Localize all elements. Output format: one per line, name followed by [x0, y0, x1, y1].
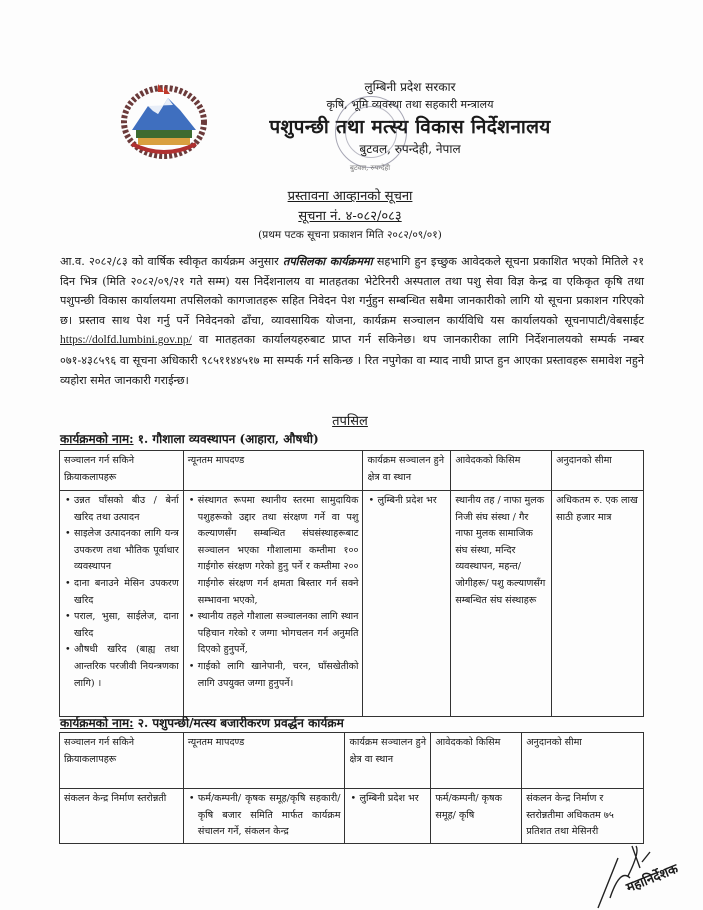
- notice-number: सूचना नं. ४-०८२/०८३: [298, 209, 402, 224]
- header-area: कार्यक्रम सञ्चालन हुने क्षेत्र वा स्थान: [363, 451, 451, 491]
- area-cell: [345, 789, 431, 844]
- header-criteria: न्यूनतम मापदण्ड: [183, 451, 363, 491]
- header-applicant: आवेदकको किसिम: [451, 451, 552, 491]
- ministry-name: कृषि, भूमि व्यवस्था तथा सहकारी मन्त्रालय: [326, 98, 494, 111]
- list-item: • दाना बनाउने मेसिन उपकरण खरिद: [74, 576, 179, 609]
- list-item: • साइलेज उत्पादनका लागि यन्त्र उपकरण तथा भौतिक पूर्वाधार व्यवस्थापन: [74, 526, 179, 576]
- header-activities: सञ्चालन गर्न सकिने क्रियाकलापहरू: [60, 451, 184, 491]
- signatory-title: महानिर्देशक: [624, 861, 681, 896]
- table-header-row: [60, 733, 644, 789]
- list-item: • लुम्बिनी प्रदेश भर: [359, 791, 426, 808]
- applicant-cell: फर्म/कम्पनी/ कृषक समूह/ कृषि: [431, 789, 522, 844]
- office-address: बुटवल, रुपन्देही, नेपाल: [359, 142, 461, 156]
- list-item: • पराल, भुसा, साईलेज, दाना खरिद: [74, 609, 179, 642]
- criteria-cell: [183, 491, 363, 717]
- header-activities: सञ्चालन गर्न सकिने क्रियाकलापहरू: [60, 733, 184, 789]
- list-item: • स्थानीय तहले गौशाला सञ्चालनका लागि स्थान पहिचान गरेको र जग्गा भोगचलन गर्न अनुमति दिएको हुनुपर्ने,: [198, 609, 359, 659]
- program-2-table: [59, 732, 644, 844]
- criteria-cell: [183, 789, 345, 844]
- limit-cell: अधिकतम रु. एक लाख साठी हजार मात्र: [552, 491, 644, 717]
- header-limit: अनुदानको सीमा: [522, 733, 644, 789]
- header-applicant: आवेदकको किसिम: [431, 733, 522, 789]
- list-item: • गाईको लागि खानेपानी, चरन, घाँसखेतीको लागि उपयुक्त जग्गा हुनुपर्ने।: [198, 659, 359, 692]
- body-emphasis: तपसिलका कार्यक्रममा: [282, 254, 373, 268]
- activities-cell: [60, 491, 184, 717]
- notice-body: [60, 252, 644, 390]
- header-limit: अनुदानको सीमा: [552, 451, 644, 491]
- body-text-1: आ.व. २०८२/८३ को वार्षिक स्वीकृत कार्यक्रम अनुसार: [60, 255, 283, 268]
- office-seal-inner: [345, 106, 397, 158]
- program-title: २. पशुपन्छी/मत्स्य बजारीकरण प्रवर्द्धन कार्यक्रम: [133, 716, 344, 730]
- publication-date: (प्रथम पटक सूचना प्रकाशन मिति २०८२/०९/०१): [258, 229, 442, 241]
- body-text-3: वा मातहतका कार्यालयहरुबाट प्राप्त गर्न सकिनेछ। थप जानकारीका लागि निर्देशनालयको सम्पर्क नम्बर ०७१-४३८५९६ वा सूचना अधिकारी ९८५११४४५१७ मा सम्पर्क गर्न सकिन्छ । रित नपुगेका वा म्याद नाघी प्राप्त हुन आएका प्रस्तावहरू समावेश नहुने व्यहोरा समेत जानकारी गराईन्छ।: [60, 333, 644, 387]
- table-row: [60, 491, 644, 717]
- website-link[interactable]: https://dolfd.lumbini.gov.np/: [60, 334, 192, 347]
- list-item: • औषधी खरिद (बाह्य तथा आन्तरिक परजीवी नियन्त्रणका लागि) ।: [74, 642, 179, 692]
- notice-title: प्रस्तावना आव्हानको सूचना: [287, 189, 413, 204]
- list-item: • संस्थागत रूपमा स्थानीय स्तरमा सामुदायिक पशुहरूको उद्दार तथा संरक्षण गर्ने वा पशु कल्याणसँग सम्बन्धित संघसंस्थाहरूबाट सञ्चालन भएका गौशालामा कम्तीमा १०० गाईगोरु संरक्षण गरेको हुनु पर्ने र कम्तीमा २०० गाईगोरु संरक्षण गर्न क्षमता बिस्तार गर्न सक्ने सम्भावना भएको,: [198, 493, 359, 609]
- nepal-emblem-icon: [118, 80, 210, 160]
- program-1-table: [59, 450, 644, 717]
- program-2-name: [60, 714, 344, 731]
- program-label: कार्यक्रमको नाम:: [60, 432, 134, 446]
- activities-cell: संकलन केन्द्र निर्माण स्तरोन्नती: [60, 789, 184, 844]
- directorate-name: पशुपन्छी तथा मत्स्य विकास निर्देशनालय: [269, 116, 551, 138]
- body-text-2: सहभागि हुन इच्छुक आवेदकले सूचना प्रकाशित भएको मितिले २१ दिन भित्र (मिति २०८२/०९/२१ गते सम्म) यस निर्देशनालय वा मातहतका भेटेरिनरी अस्पताल तथा पशु सेवा विज्ञ केन्द्र वा एकिकृत कृषि तथा पशुपन्छी विकास कार्यालयमा तपसिलको कागजातहरू सहित निवेदन पेश गर्नुहुन सम्बन्धित सबैमा जानकारीको लागि यो सूचना प्रकाशन गरिएको छ। प्रस्ताव साथ पेश गर्नु पर्ने निवेदनको ढाँचा, व्यावसायिक योजना, कार्यक्रम सञ्चालन कार्यविधि यस कार्यालयको सूचनापाटी/वेबसाईट: [60, 255, 645, 327]
- government-name: लुम्बिनी प्रदेश सरकार: [364, 80, 456, 94]
- list-item: • फर्म/कम्पनी/ कृषक समूह/कृषि सहकारी/कृषि बजार समिति मार्फत कार्यक्रम संचालन गर्ने, संकलन केन्द्र: [198, 791, 341, 841]
- program-label: कार्यक्रमको नाम:: [60, 716, 134, 730]
- program-1-name: [60, 430, 319, 447]
- seal-text: बुटवल, रुपन्देही: [349, 164, 391, 172]
- applicant-cell: स्थानीय तह / नाफा मुलक निजी संघ संस्था / गैर नाफा मुलक सामाजिक संघ संस्था, मन्दिर व्यवस्थापन, महन्त/ जोगीहरू/ पशु कल्याणसँग सम्बन्धित संघ संस्थाहरू: [451, 491, 552, 717]
- area-cell: [363, 491, 451, 717]
- list-item: • लुम्बिनी प्रदेश भर: [377, 493, 446, 510]
- table-row: [60, 789, 644, 844]
- list-item: • उन्नत घाँसको बीउ / बेर्ना खरिद तथा उत्पादन: [74, 493, 179, 526]
- program-title: १. गौशाला व्यवस्थापन (आहारा, औषधी): [133, 432, 319, 446]
- header-area: कार्यक्रम सञ्चालन हुने क्षेत्र वा स्थान: [345, 733, 431, 789]
- schedule-heading: तपसिल: [332, 414, 368, 429]
- table-header-row: [60, 451, 644, 491]
- header-criteria: न्यूनतम मापदण्ड: [183, 733, 345, 789]
- limit-cell: संकलन केन्द्र निर्माण र स्तरोन्नतीमा अधिकतम ७५ प्रतिशत तथा मेसिनरी: [522, 789, 644, 844]
